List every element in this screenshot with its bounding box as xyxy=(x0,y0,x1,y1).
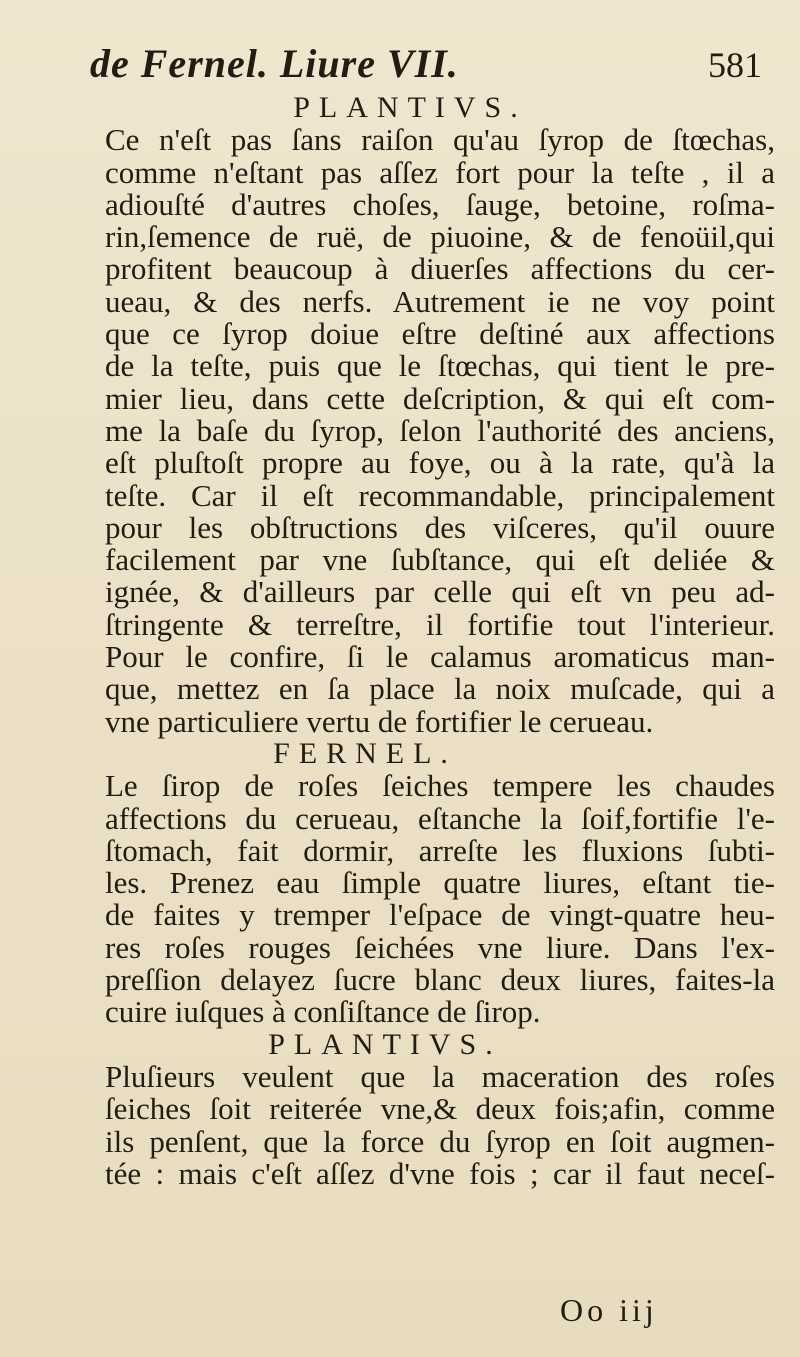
text-line: Le ſirop de roſes ſeiches tempere les chaudes xyxy=(105,768,775,804)
text-line: cuire iuſques à conſiſtance de ſirop. xyxy=(105,994,541,1030)
text-line: mier lieu, dans cette deſcription, & qui eſt com- xyxy=(105,380,775,416)
signature-mark: Oo iij xyxy=(560,1292,658,1328)
body-text xyxy=(105,92,775,1190)
text-line: me la baſe du ſyrop, ſelon l'authorité des anciens, xyxy=(105,412,775,448)
text-line: facilement par vne ſubſtance, qui eſt deliée & xyxy=(105,542,775,578)
text-line: tée : mais c'eſt aſſez d'vne fois ; car il faut neceſ- xyxy=(105,1155,775,1191)
text-line: ſtomach, fait dormir, arreſte les fluxions ſubti- xyxy=(105,832,775,868)
text-line: de la teſte, puis que le ſtœchas, qui tient le pre- xyxy=(105,348,775,384)
text-line: res roſes rouges ſeichées vne liure. Dans l'ex- xyxy=(105,929,775,965)
text-line: comme n'eſtant pas aſſez fort pour la teſte , il a xyxy=(105,154,775,190)
text-line: les. Prenez eau ſimple quatre liures, eſtant tie- xyxy=(105,865,775,901)
text-line: preſſion delayez ſucre blanc deux liures, faites-la xyxy=(105,962,775,998)
page-number: 581 xyxy=(708,45,762,85)
text-line: ſeiches ſoit reiterée vne,& deux fois;afin, comme xyxy=(105,1091,775,1127)
text-line: ueau, & des nerfs. Autrement ie ne voy point xyxy=(105,283,775,319)
text-line: ils penſent, que la force du ſyrop en ſoit augmen- xyxy=(105,1123,775,1159)
text-line: teſte. Car il eſt recommandable, principalement xyxy=(105,477,775,513)
text-line: rin,ſemence de ruë, de piuoine, & de fenoüil,qui xyxy=(105,219,775,255)
section-heading-plantius: PLANTIVS. xyxy=(293,91,527,124)
text-line: ſtringente & terreſtre, il fortifie tout l'interieur. xyxy=(105,606,775,642)
text-line: Ce n'eſt pas ſans raiſon qu'au ſyrop de ſtœchas, xyxy=(105,122,775,158)
section-heading-plantius-2: PLANTIVS. xyxy=(268,1027,502,1061)
running-head xyxy=(40,40,770,92)
text-line: ignée, & d'ailleurs par celle qui eſt vn peu ad- xyxy=(105,574,775,610)
text-line: Pluſieurs veulent que la maceration des roſes xyxy=(105,1058,775,1094)
text-line: pour les obſtructions des viſceres, qu'il ouure xyxy=(105,509,775,545)
text-line: vne particuliere vertu de fortifier le cerueau. xyxy=(105,703,654,739)
text-line: adiouſté d'autres choſes, ſauge, betoine, roſma- xyxy=(105,186,775,222)
text-line: que ce ſyrop doiue eſtre deſtiné aux affections xyxy=(105,316,775,352)
text-line: Pour le confire, ſi le calamus aromaticus man- xyxy=(105,639,775,675)
text-line: profitent beaucoup à diuerſes affections du cer- xyxy=(105,251,775,287)
running-head-title: de Fernel. Liure VII. xyxy=(90,41,459,86)
section-heading-fernel: FERNEL. xyxy=(273,736,457,770)
text-line: affections du cerueau, eſtanche la ſoif,fortifie l'e- xyxy=(105,800,775,836)
text-line: de faites y tremper l'eſpace de vingt-quatre heu- xyxy=(105,897,775,933)
text-line: que, mettez en ſa place la noix muſcade, qui a xyxy=(105,671,775,707)
text-line: eſt pluſtoſt propre au foye, ou à la rate, qu'à la xyxy=(105,445,775,481)
